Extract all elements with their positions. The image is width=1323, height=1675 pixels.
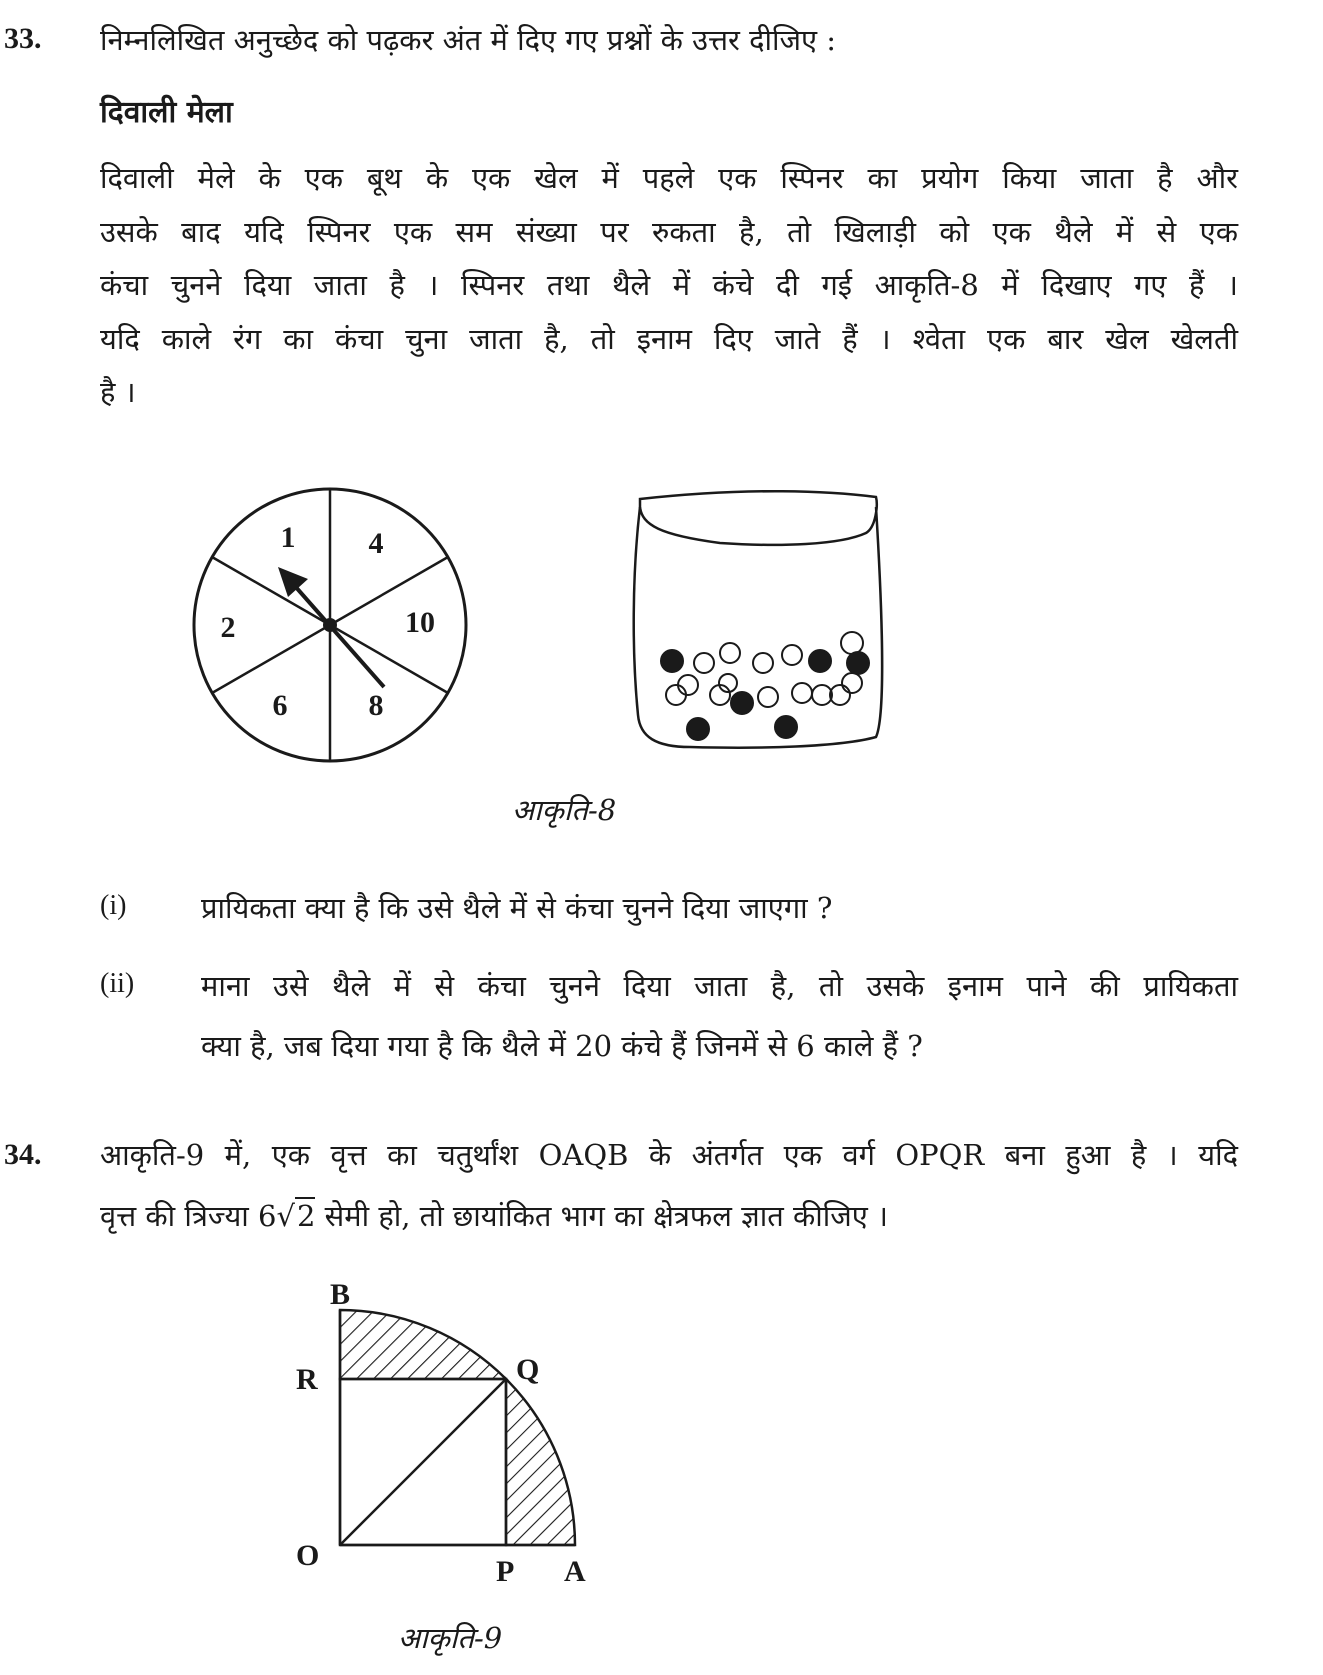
q33-passage-line-3: कंचा चुनने दिया जाता है । स्पिनर तथा थैले में कंचे दी गई आकृति-8 में दिखाए गए हैं । xyxy=(100,268,1238,302)
q33-passage-line-4: यदि काले रंग का कंचा चुना जाता है, तो इनाम दिए जाते हैं । श्वेता एक बार खेल खेलती xyxy=(100,322,1238,356)
q33-passage-line-5: है । xyxy=(100,375,136,409)
subpart-ii-text-line-2: क्या है, जब दिया गया है कि थैले में 20 कंचे हैं जिनमें से 6 काले हैं ? xyxy=(201,1029,923,1063)
question-number-33: 33. xyxy=(4,22,42,55)
subpart-i-text: प्रायिकता क्या है कि उसे थैले में से कंचा चुनने दिया जाएगा ? xyxy=(201,891,833,925)
point-label-R: R xyxy=(296,1363,318,1396)
point-label-O: O xyxy=(296,1539,320,1572)
q34-text-line-2-start: वृत्त की त्रिज्या 6 xyxy=(100,1199,277,1233)
q34-text-line-2 xyxy=(100,1196,888,1235)
question-number-34: 34. xyxy=(4,1138,42,1171)
point-label-Q: Q xyxy=(516,1353,540,1386)
q33-passage-line-1: दिवाली मेले के एक बूथ के एक खेल में पहले एक स्पिनर का प्रयोग किया जाता है और xyxy=(100,161,1238,195)
q33-instruction: निम्नलिखित अनुच्छेद को पढ़कर अंत में दिए गए प्रश्नों के उत्तर दीजिए : xyxy=(100,23,837,57)
subpart-label: (ii) xyxy=(100,968,135,999)
figure-8-caption: आकृति-8 xyxy=(512,793,617,827)
subpart-label: (i) xyxy=(100,890,127,921)
point-label-P: P xyxy=(496,1555,515,1588)
subpart-ii-text-line-1: माना उसे थैले में से कंचा चुनने दिया जाता है, तो उसके इनाम पाने की प्रायिकता xyxy=(201,969,1238,1003)
spinner-number: 10 xyxy=(405,606,435,639)
q33-heading: दिवाली मेला xyxy=(100,95,233,130)
spinner-figure xyxy=(180,475,480,775)
spinner-number: 8 xyxy=(368,689,384,722)
q33-passage-line-2: उसके बाद यदि स्पिनर एक सम संख्या पर रुकता है, तो खिलाड़ी को एक थैले में से एक xyxy=(100,215,1238,249)
spinner-number: 4 xyxy=(368,527,384,560)
spinner-number: 2 xyxy=(220,611,236,644)
point-label-A: A xyxy=(564,1555,586,1588)
spinner-number: 1 xyxy=(280,521,296,554)
bag-of-marbles-figure xyxy=(630,485,900,765)
q34-text-line-2-end: सेमी हो, तो छायांकित भाग का क्षेत्रफल ज्ञात कीजिए । xyxy=(315,1199,889,1233)
radicand: 2 xyxy=(296,1199,316,1233)
square-root-expression: √2 xyxy=(276,1199,316,1233)
figure-9-caption: आकृति-9 xyxy=(398,1621,503,1655)
point-label-B: B xyxy=(330,1278,351,1311)
quadrant-figure xyxy=(290,1275,620,1595)
spinner-number: 6 xyxy=(272,689,288,722)
q34-text-line-1: आकृति-9 में, एक वृत्त का चतुर्थांश OAQB के अंतर्गत एक वर्ग OPQR बना हुआ है । यदि xyxy=(100,1138,1238,1172)
